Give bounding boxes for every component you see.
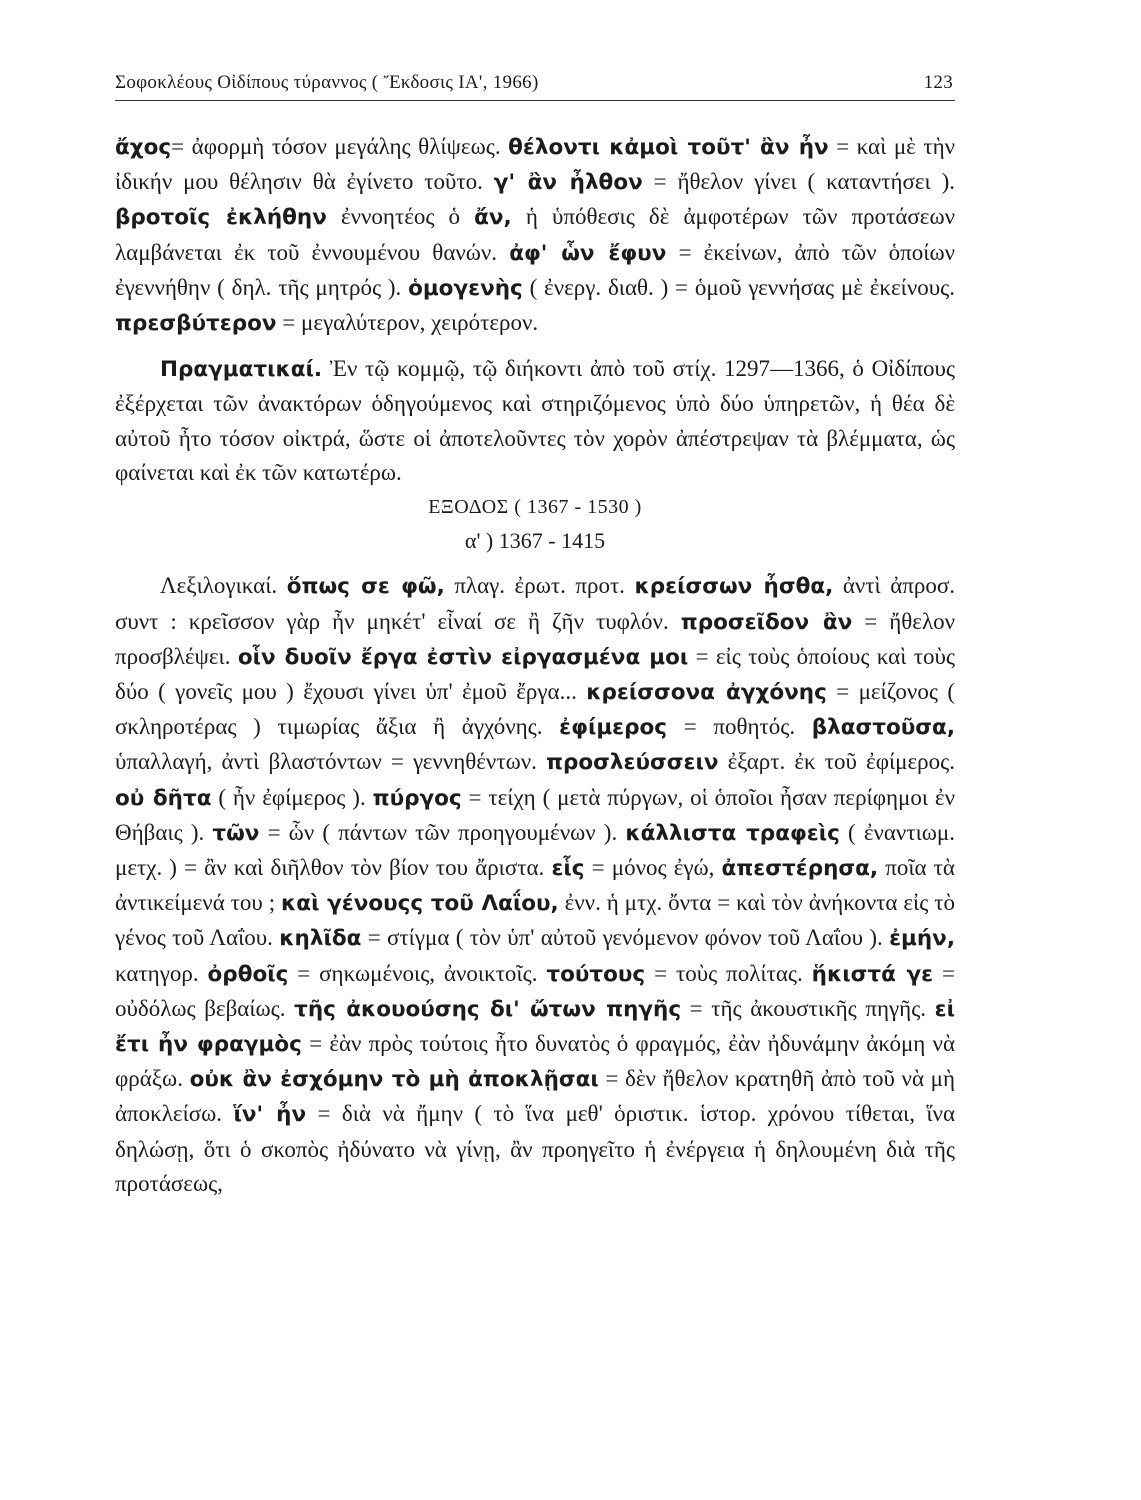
- lemma-term: πύργος: [372, 785, 462, 811]
- gloss-text: = τείχη ( μετὰ πύργων, οἱ ὁποῖοι ἦσαν περίφημοι ἐν Θήβαις ).: [115, 784, 955, 845]
- lemma-term: βροτοῖς ἐκλήθην: [115, 205, 327, 231]
- lemma-term: ἀφ' ὧν ἔφυν: [509, 240, 667, 266]
- gloss-text: ἐξαρτ. ἐκ τοῦ ἐφίμερος.: [718, 749, 955, 775]
- gloss-text: = ἐὰν πρὸς τούτοις ἦτο δυνατὸς ὁ φραγμός, ἐὰν ἠδυνάμην ἀκόμη νὰ φράξω.: [115, 1031, 955, 1092]
- gloss-text: = οὐδόλως βεβαίως.: [115, 960, 956, 1021]
- lemma-term: ἀπεστέρησα,: [721, 856, 879, 882]
- gloss-text: ἡ ὑπόθεσις δὲ ἀμφοτέρων τῶν προτάσεων λαμβάνεται ἐκ τοῦ ἐννουμένου θανών.: [115, 204, 955, 265]
- gloss-text: = στίγμα ( τὸν ὑπ' αὐτοῦ γενόμενον φόνον τοῦ Λαΐου ).: [361, 925, 890, 951]
- gloss-text: = εἰς τοὺς ὁποίους καὶ τοὺς δύο ( γονεῖς μου ) ἔχουσι γίνει ὑπ' ἐμοῦ ἔργα...: [115, 643, 955, 705]
- lemma-term: ὀρθοῖς: [207, 961, 289, 987]
- paragraph-lexical-notes-2: [115, 569, 955, 1201]
- gloss-text: ( ἦν ἐφίμερος ).: [211, 784, 373, 810]
- gloss-text: = μόνος ἐγώ,: [584, 855, 722, 881]
- lemma-term: κάλλιστα τραφεὶς: [625, 820, 840, 846]
- lemma-term: τῶν: [212, 820, 260, 846]
- gloss-text: = ὧν ( πάντων τῶν προηγουμένων ).: [259, 819, 626, 845]
- lemma-term: κρείσσονα ἀγχόνης: [586, 680, 827, 706]
- lemma-term: βλαστοῦσα,: [811, 715, 955, 741]
- gloss-text: Ἐν τῷ κομμῷ, τῷ διήκοντι ἀπὸ τοῦ στίχ. 1297—1366, ὁ Οἰδίπους ἐξέρχεται τῶν ἀνακτόρων ὁδηγούμενος καὶ στηριζόμενος ὑπὸ δύο ὑπηρετῶν, ἡ θέα δὲ αὐτοῦ ἦτο τόσον οἰκτρά, ὥστε οἱ ἀποτελοῦντες τὸν χορὸν ἀπέστρεψαν τὰ βλέμματα, ὡς φαίνεται καὶ ἐκ τῶν κατωτέρω.: [115, 356, 955, 485]
- gloss-text: πλαγ. ἐρωτ. προτ.: [444, 573, 635, 599]
- lemma-term: γ' ἂν ἦλθον: [493, 170, 643, 196]
- lemma-term: ἐμήν,: [889, 926, 955, 952]
- gloss-text: = ἤθελον προσβλέψει.: [115, 608, 955, 669]
- lemma-term: προσλεύσσειν: [546, 750, 719, 776]
- main-text: [115, 130, 955, 1201]
- gloss-text: κατηγορ.: [115, 960, 208, 986]
- gloss-text: Λεξιλογικαί.: [160, 573, 287, 599]
- running-header: [115, 70, 955, 101]
- gloss-text: = σηκωμένοις, ἀνοικτοῖς.: [288, 960, 547, 986]
- lemma-term: τούτους: [546, 961, 646, 987]
- lemma-term: εἷς: [551, 856, 585, 882]
- lemma-term: οἷν δυοῖν ἔργα ἐστὶν εἰργασμένα μοι: [237, 644, 689, 670]
- gloss-text: = ἀφορμὴ τόσον μεγάλης θλίψεως.: [171, 134, 509, 159]
- gloss-text: ἐννοητέος ὁ: [326, 204, 475, 230]
- gloss-text: ( ἐνεργ. διαθ. ) = ὁμοῦ γεννήσας μὲ ἐκείνους.: [522, 274, 956, 300]
- paragraph-factual-notes: [115, 352, 955, 490]
- lemma-term: ἥκιστά γε: [811, 961, 934, 987]
- section-heading: ΕΞΟΔΟΣ ( 1367 - 1530 ): [428, 496, 642, 519]
- lemma-term: προσεῖδον ἂν: [680, 609, 853, 635]
- lemma-term: ὅπως σε φῶ,: [286, 574, 445, 600]
- gloss-text: = μείζονος ( σκληροτέρας ) τιμωρίας ἄξια ἢ ἀγχόνης.: [115, 679, 955, 740]
- lemma-term: ἵν' ἦν: [233, 1102, 307, 1128]
- gloss-text: = μεγαλύτερον, χειρότερον.: [276, 310, 539, 336]
- gloss-text: ἐνν. ἡ μτχ. ὄντα = καὶ τὸν ἀνήκοντα εἰς τὸ γένος τοῦ Λαΐου.: [115, 890, 956, 951]
- header-title: Σοφοκλέους Οἰδίπους τύραννος ( Ἔκδοσις ΙΑ', 1966): [115, 72, 539, 93]
- gloss-text: = καὶ μὲ τὴν ἰδικήν μου θέλησιν θὰ ἐγίνετο τοῦτο.: [115, 134, 955, 195]
- lemma-term: θέλοντι κἀμοὶ τοῦτ' ἂν ἦν: [508, 135, 829, 160]
- gloss-text: = τοὺς πολίτας.: [645, 960, 812, 986]
- lemma-term: πρεσβύτερον: [115, 311, 277, 337]
- gloss-text: = ἐκείνων, ἀπὸ τῶν ὁποίων ἐγεννήθην ( δηλ. τῆς μητρός ).: [115, 239, 955, 300]
- lemma-term: οὐ δῆτα: [115, 785, 212, 811]
- lemma-term: Πραγματικαί.: [160, 357, 323, 383]
- lemma-term: καὶ γένουςς τοῦ Λαΐου,: [281, 891, 559, 917]
- gloss-text: ἀντὶ ἀπροσ. συντ : κρεῖσσον γὰρ ἦν μηκέτ' εἶναί σε ἢ ζῆν τυφλόν.: [115, 573, 956, 634]
- gloss-text: = ποθητός.: [667, 714, 812, 740]
- lemma-term: κηλῖδα: [279, 926, 362, 952]
- lemma-term: εἰ ἔτι ἦν φραγμὸς: [115, 996, 955, 1058]
- gloss-text: ὑπαλλαγή, ἀντὶ βλαστόντων = γεννηθέντων.: [115, 749, 547, 775]
- paragraph-lexical-notes-1: [115, 130, 955, 341]
- lemma-term: ἄν,: [474, 205, 512, 231]
- subsection-heading: α' ) 1367 - 1415: [464, 528, 606, 554]
- gloss-text: = ἤθελον γίνει ( καταντήσει ).: [642, 169, 955, 195]
- lemma-term: τῆς ἀκουούσης δι' ὤτων πηγῆς: [294, 996, 682, 1022]
- gloss-text: ποῖα τὰ ἀντικείμενά του ;: [115, 855, 955, 916]
- lemma-term: ὁμογενὴς: [408, 275, 523, 301]
- gloss-text: = τῆς ἀκουστικῆς πηγῆς.: [681, 995, 935, 1021]
- gloss-text: ( ἐναντιωμ. μετχ. ) = ἂν καὶ διῆλθον τὸν βίον του ἄριστα.: [115, 819, 955, 881]
- gloss-text: = διὰ νὰ ἤμην ( τὸ ἵνα μεθ' ὁριστικ. ἱστορ. χρόνου τίθεται, ἵνα δηλώσῃ, ὅτι ὁ σκοπὸς ἠδύνατο νὰ γίνῃ, ἂν προηγεῖτο ἡ ἐνέργεια ἡ δηλουμένη διὰ τῆς προτάσεως,: [115, 1101, 956, 1196]
- lemma-term: ἐφίμερος: [559, 715, 668, 741]
- gloss-text: = δὲν ἤθελον κρατηθῆ ἀπὸ τοῦ νὰ μὴ ἀποκλείσω.: [115, 1066, 955, 1127]
- lemma-term: κρείσσων ἦσθα,: [634, 574, 834, 600]
- lemma-term: ἄχος: [115, 135, 172, 160]
- page-number: 123: [923, 72, 953, 93]
- lemma-term: οὐκ ἂν ἐσχόμην τὸ μὴ ἀποκλῇσαι: [189, 1067, 599, 1093]
